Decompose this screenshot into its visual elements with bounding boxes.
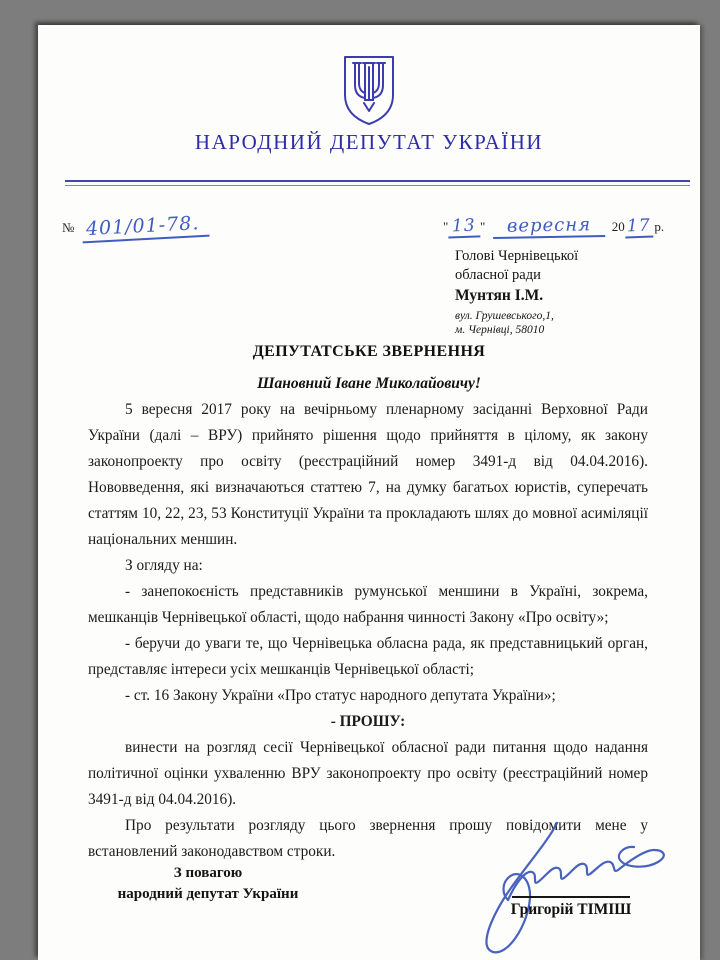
- paragraph: - занепокоєність представників румунської меншини в Україні, зокрема, мешканців Чернівецької області, щодо набрання чинності Закону «Про освіту»;: [88, 583, 648, 626]
- letter-page: [38, 25, 700, 960]
- handwritten-signature: [458, 820, 708, 960]
- document-title: ДЕПУТАТСЬКЕ ЗВЕРНЕННЯ: [252, 343, 486, 360]
- date-open-quote: ": [443, 219, 449, 234]
- letter-body: [88, 397, 648, 865]
- reference-number-label: №: [62, 220, 75, 235]
- salutation: Шановний Іване Миколайовичу!: [257, 375, 481, 392]
- date-day-handwritten: 13: [448, 215, 480, 238]
- date-year-handwritten: 17: [624, 216, 652, 239]
- reference-number: [62, 212, 209, 241]
- closing-regards: З повагою: [173, 865, 243, 881]
- date-month-handwritten: вересня: [492, 214, 604, 239]
- recipient-address-city: м. Чернівці, 58010: [455, 324, 545, 336]
- recipient-line1: Голові Чернівецької: [455, 248, 579, 264]
- header-divider: [65, 180, 690, 186]
- reference-row: [38, 201, 700, 249]
- recipient-line2: обласної ради: [455, 267, 541, 283]
- org-title: НАРОДНИЙ ДЕПУТАТ УКРАЇНИ: [194, 130, 544, 154]
- paragraph: З огляду на:: [125, 557, 203, 574]
- recipient-name: Мунтян І.М.: [455, 287, 544, 304]
- date-year-printed: 20: [611, 219, 625, 234]
- reference-number-value: 401/01-78.: [81, 212, 210, 244]
- recipient-address-street: вул. Грушевського,1,: [455, 310, 554, 322]
- paragraph: - беручи до уваги те, що Чернівецька обласна рада, як представницький орган, представляє інтереси усіх мешканців Чернівецької області;: [88, 635, 648, 678]
- date-close-quote: ": [479, 219, 486, 234]
- request-heading: - ПРОШУ:: [330, 713, 406, 730]
- paragraph: 5 вересня 2017 року на вечірньому пленарному засіданні Верховної Ради України (далі – ВРУ) прийнято рішення щодо прийняття в цілому, як закону законопроекту про освіту (реєстраційний номер 3491-д від 04.04.2016). Нововведення, які визначаються статтею 7, на думку багатьох юристів, суперечать статтям 10, 22, 23, 53 Конституції України та прокладають шлях до мовної асиміляції національних меншин.: [88, 401, 648, 548]
- trident-emblem-icon: [340, 53, 398, 127]
- closing-role: народний депутат України: [117, 886, 299, 902]
- paragraph: Про результати розгляду цього звернення прошу повідомити мене у встановлений законодавством строки.: [88, 817, 648, 860]
- signature-line: [512, 896, 630, 898]
- date-year-suffix: р.: [654, 219, 665, 234]
- closing-block: [98, 863, 318, 905]
- recipient-block: [455, 247, 670, 337]
- date-field: [443, 215, 664, 238]
- signature-name: Григорій ТІМІШ: [510, 901, 632, 918]
- paragraph: винести на розгляд сесії Чернівецької обласної ради питання щодо надання політичної оцінки ухваленню ВРУ законопроекту про освіту (реєстраційний номер 3491-д від 04.04.2016).: [88, 739, 648, 808]
- paragraph: - ст. 16 Закону України «Про статус народного депутата України»;: [125, 687, 556, 704]
